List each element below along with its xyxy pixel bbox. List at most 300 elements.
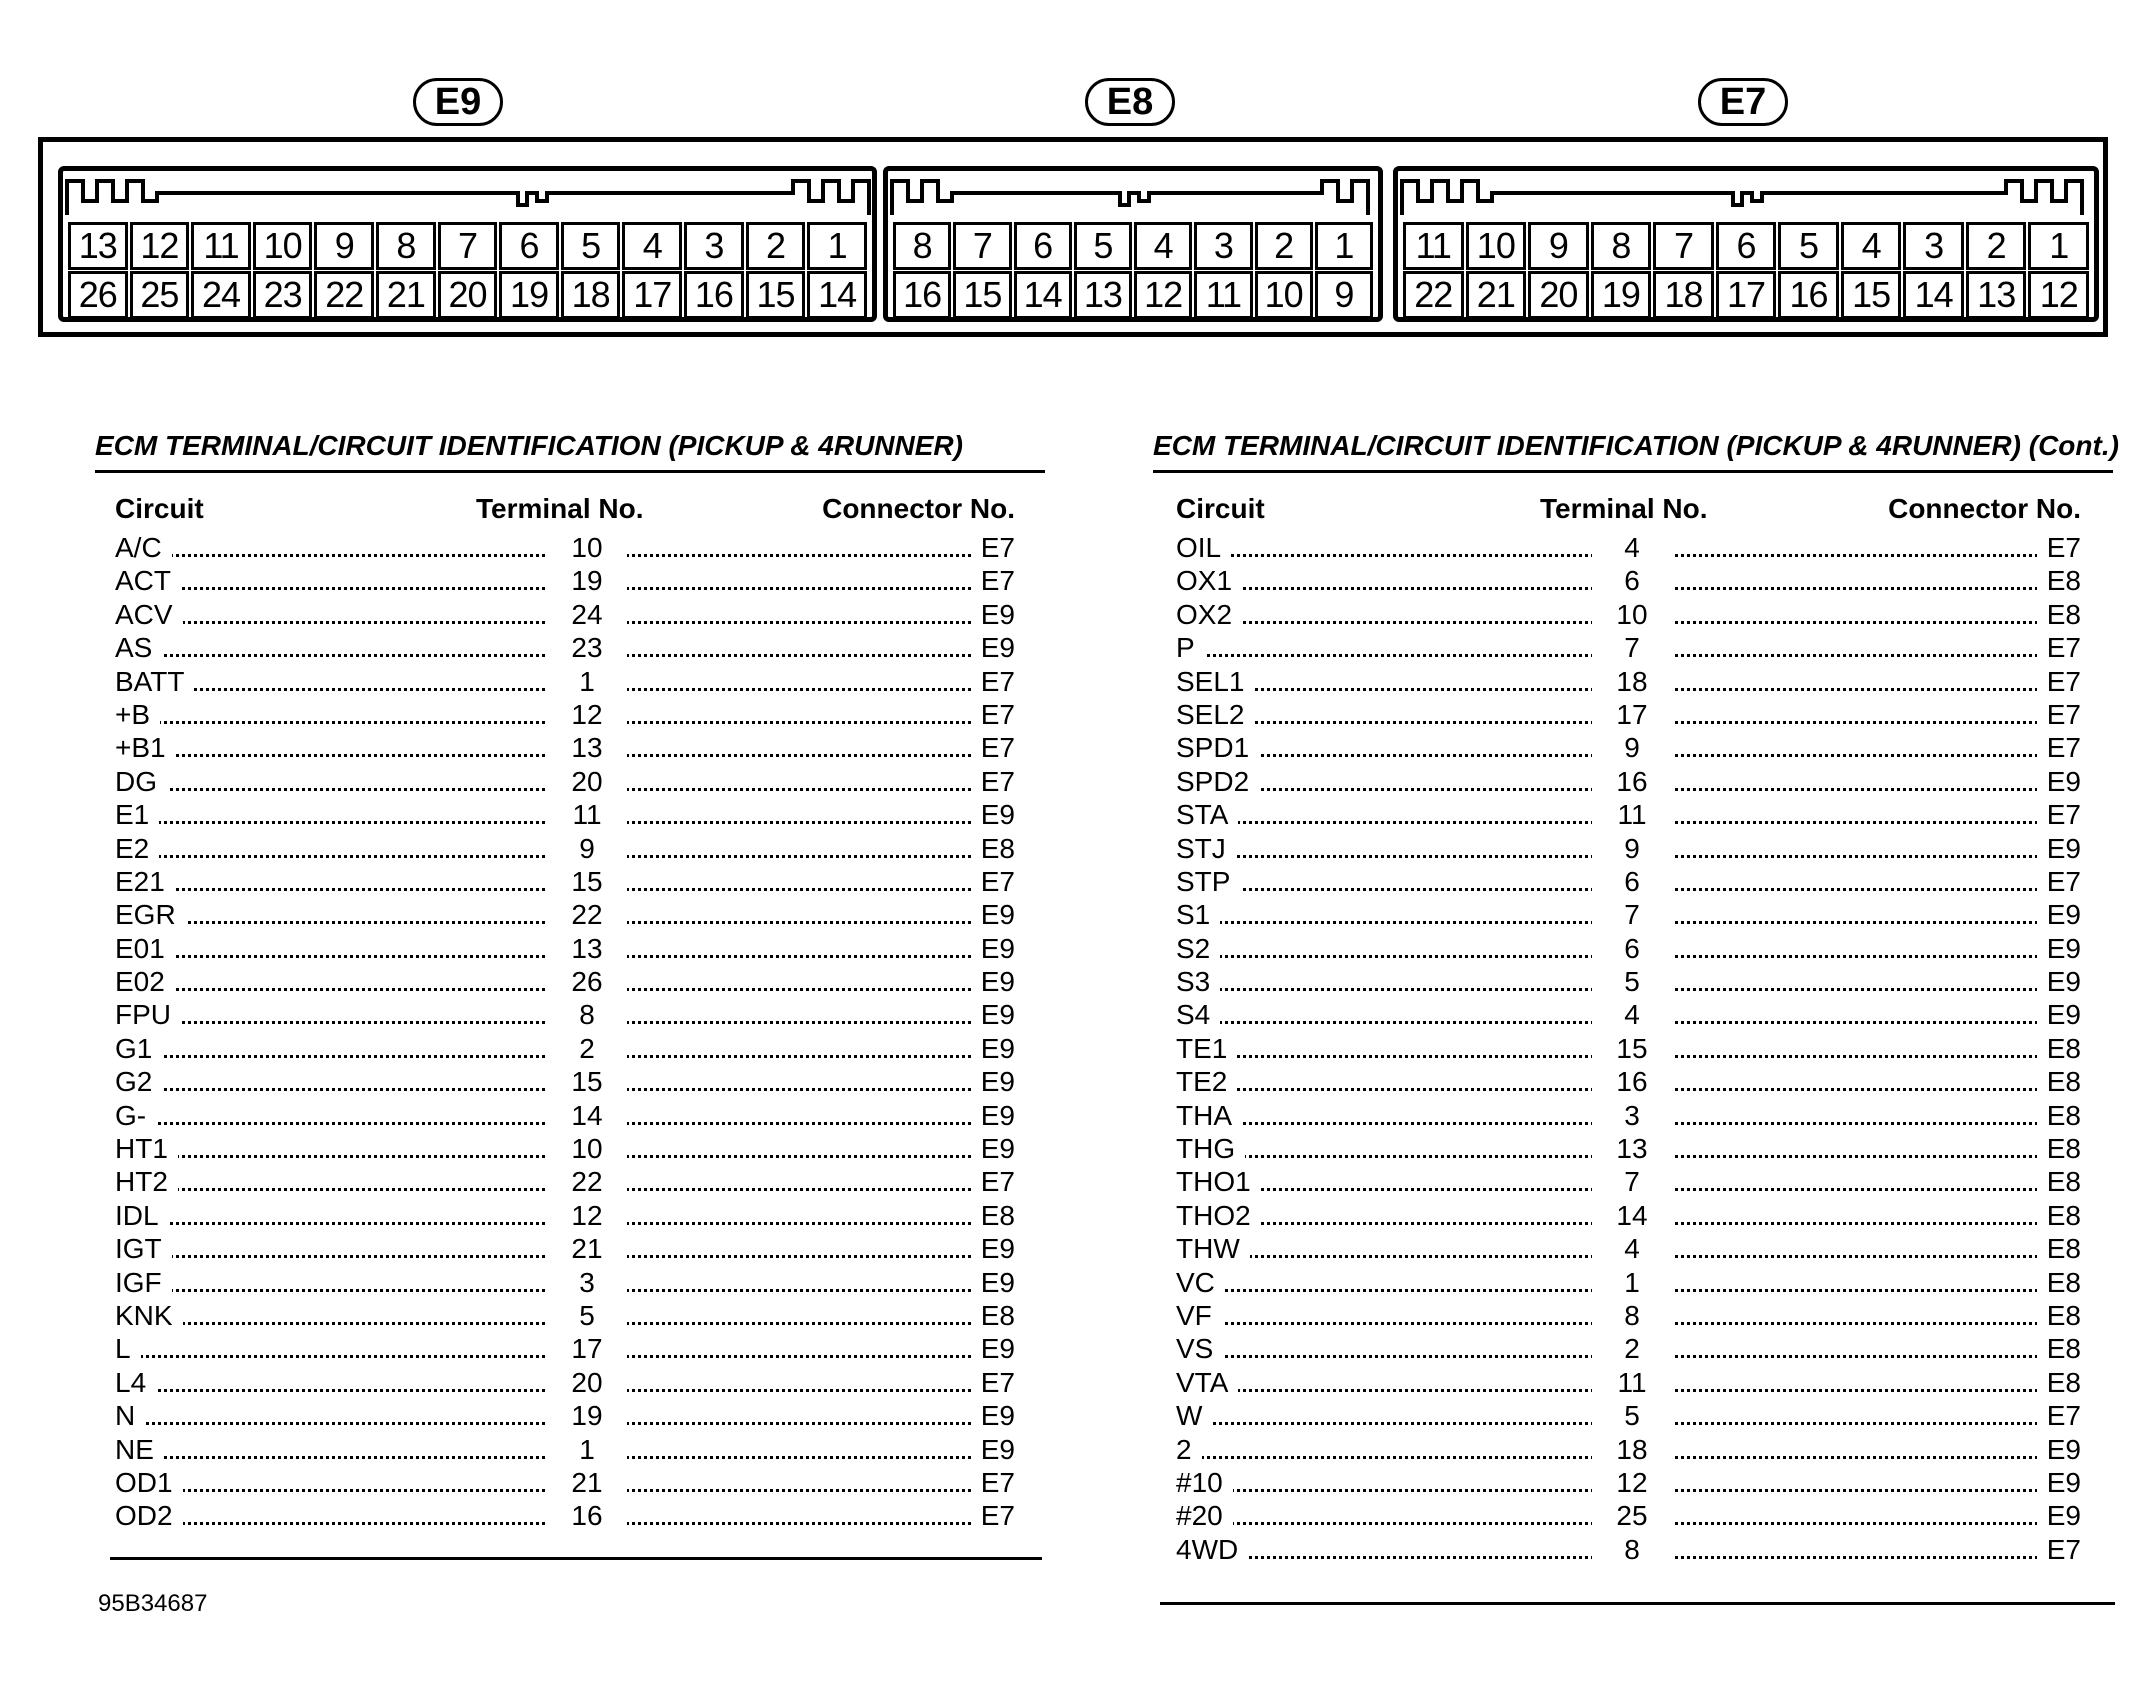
table-row (115, 865, 1015, 898)
circuit-name: THA (1176, 1099, 1242, 1132)
terminal-number: 10 (547, 531, 627, 564)
connector-e7 (1393, 166, 2099, 322)
circuit-name: E01 (115, 932, 175, 965)
table-row (115, 1132, 1015, 1165)
circuit-name: +B (115, 698, 160, 731)
terminal-number: 15 (1592, 1032, 1672, 1065)
circuit-name: SEL2 (1176, 698, 1255, 731)
connector-e9-bottom-row (67, 271, 868, 319)
pin-e8-top-4: 4 (1134, 222, 1192, 270)
connector-number: E9 (971, 1399, 1015, 1432)
connector-number: E8 (2037, 1132, 2081, 1165)
pin-e9-bottom-8: 18 (561, 271, 621, 319)
connector-number: E9 (971, 932, 1015, 965)
table-row (115, 832, 1015, 865)
pin-e7-top-7: 4 (1841, 222, 1902, 270)
circuit-name: S4 (1176, 998, 1220, 1031)
table-row (115, 998, 1015, 1031)
circuit-name: KNK (115, 1299, 183, 1332)
circuit-name: VF (1176, 1299, 1222, 1332)
right-table-header (1176, 493, 2081, 527)
circuit-name: E2 (115, 832, 159, 865)
connector-number: E8 (2037, 1165, 2081, 1198)
table-row (1176, 1032, 2081, 1065)
pin-e9-top-8: 5 (561, 222, 621, 270)
connector-header: Connector No. (1888, 493, 2081, 524)
table-row (1176, 531, 2081, 564)
pin-e9-bottom-2: 24 (191, 271, 251, 319)
terminal-number: 5 (1592, 965, 1672, 998)
table-row (1176, 598, 2081, 631)
connector-number: E8 (971, 1199, 1015, 1232)
circuit-name: E21 (115, 865, 175, 898)
connector-number: E7 (2037, 1533, 2081, 1566)
connector-number: E8 (2037, 1199, 2081, 1232)
circuit-name: STA (1176, 798, 1238, 831)
connector-e9-top-row (67, 222, 868, 270)
connector-number: E8 (2037, 564, 2081, 597)
circuit-name: G- (115, 1099, 156, 1132)
table-row (115, 1165, 1015, 1198)
table-row (115, 731, 1015, 764)
connector-e7-top-row (1402, 222, 2090, 270)
circuit-name: L4 (115, 1366, 156, 1399)
terminal-number: 21 (547, 1232, 627, 1265)
connector-number: E8 (2037, 1299, 2081, 1332)
pin-e7-top-2: 9 (1528, 222, 1589, 270)
pin-e9-bottom-0: 26 (68, 271, 128, 319)
pin-e7-bottom-1: 21 (1466, 271, 1527, 319)
table-row (115, 965, 1015, 998)
connector-number: E7 (2037, 798, 2081, 831)
pin-e8-top-7: 1 (1315, 222, 1373, 270)
pin-e7-bottom-8: 14 (1903, 271, 1964, 319)
circuit-name: 4WD (1176, 1533, 1248, 1566)
circuit-name: VC (1176, 1266, 1225, 1299)
connector-number: E7 (971, 1366, 1015, 1399)
connector-e8 (883, 166, 1383, 322)
terminal-number: 15 (547, 865, 627, 898)
table-row (115, 598, 1015, 631)
terminal-number: 14 (547, 1099, 627, 1132)
connector-number: E8 (971, 832, 1015, 865)
circuit-name: OD1 (115, 1466, 183, 1499)
pin-e9-bottom-6: 20 (438, 271, 498, 319)
terminal-number: 15 (547, 1065, 627, 1098)
connector-number: E7 (2037, 865, 2081, 898)
terminal-number: 23 (547, 631, 627, 664)
connector-number: E9 (2037, 765, 2081, 798)
terminal-number: 17 (547, 1332, 627, 1365)
connector-number: E7 (971, 531, 1015, 564)
pin-e7-top-4: 7 (1653, 222, 1714, 270)
circuit-name: +B1 (115, 731, 176, 764)
table-row (1176, 731, 2081, 764)
pin-e9-top-6: 7 (438, 222, 498, 270)
connector-number: E9 (971, 898, 1015, 931)
terminal-number: 5 (1592, 1399, 1672, 1432)
table-row (1176, 998, 2081, 1031)
left-identification-table (95, 430, 1045, 1533)
pin-e9-bottom-11: 15 (746, 271, 806, 319)
connector-label-e7: E7 (1698, 78, 1788, 126)
left-table-header (115, 493, 1015, 527)
terminal-header: Terminal No. (1540, 493, 1708, 524)
left-table-title-rule (95, 470, 1045, 473)
connector-e9-keying-outline (63, 171, 882, 223)
connector-number: E7 (2037, 665, 2081, 698)
connector-number: E8 (2037, 1366, 2081, 1399)
pin-e7-top-0: 11 (1403, 222, 1464, 270)
terminal-number: 16 (547, 1499, 627, 1532)
terminal-number: 8 (1592, 1533, 1672, 1566)
connector-number: E7 (971, 665, 1015, 698)
circuit-name: OIL (1176, 531, 1231, 564)
circuit-name: W (1176, 1399, 1212, 1432)
pin-e9-bottom-12: 14 (807, 271, 867, 319)
terminal-number: 16 (1592, 1065, 1672, 1098)
pin-e8-top-6: 2 (1255, 222, 1313, 270)
circuit-name: TE2 (1176, 1065, 1237, 1098)
pin-e8-top-1: 7 (953, 222, 1011, 270)
connector-number: E9 (2037, 965, 2081, 998)
circuit-name: IGF (115, 1266, 172, 1299)
pin-e9-top-11: 2 (746, 222, 806, 270)
connector-number: E9 (971, 1065, 1015, 1098)
pin-e9-top-3: 10 (253, 222, 313, 270)
connector-number: E9 (971, 998, 1015, 1031)
right-table-title-rule (1153, 470, 2113, 473)
circuit-name: THO1 (1176, 1165, 1261, 1198)
pin-e9-bottom-9: 17 (622, 271, 682, 319)
circuit-name: THG (1176, 1132, 1245, 1165)
pin-e7-bottom-7: 15 (1841, 271, 1902, 319)
terminal-number: 26 (547, 965, 627, 998)
connector-number: E9 (971, 798, 1015, 831)
table-row (115, 1266, 1015, 1299)
pin-e8-top-0: 8 (893, 222, 951, 270)
table-row (115, 564, 1015, 597)
connector-number: E8 (2037, 598, 2081, 631)
connector-number: E9 (971, 1032, 1015, 1065)
circuit-name: ACV (115, 598, 183, 631)
pin-e8-top-2: 6 (1014, 222, 1072, 270)
connector-number: E7 (971, 1466, 1015, 1499)
terminal-number: 19 (547, 564, 627, 597)
circuit-name: #10 (1176, 1466, 1233, 1499)
table-row (1176, 1366, 2081, 1399)
connector-number: E9 (971, 965, 1015, 998)
terminal-number: 4 (1592, 1232, 1672, 1265)
terminal-number: 18 (1592, 665, 1672, 698)
terminal-number: 12 (547, 1199, 627, 1232)
circuit-name: IGT (115, 1232, 172, 1265)
circuit-name: 2 (1176, 1433, 1202, 1466)
pin-e7-bottom-4: 18 (1653, 271, 1714, 319)
terminal-number: 6 (1592, 865, 1672, 898)
terminal-number: 3 (1592, 1099, 1672, 1132)
connector-label-e8: E8 (1085, 78, 1175, 126)
connector-number: E9 (2037, 1499, 2081, 1532)
circuit-name: THW (1176, 1232, 1250, 1265)
ecm-connector-housing (38, 137, 2108, 337)
connector-number: E9 (971, 1232, 1015, 1265)
terminal-number: 11 (1592, 1366, 1672, 1399)
connector-number: E8 (2037, 1099, 2081, 1132)
circuit-name: L (115, 1332, 141, 1365)
terminal-number: 11 (547, 798, 627, 831)
pin-e9-bottom-10: 16 (684, 271, 744, 319)
terminal-number: 7 (1592, 1165, 1672, 1198)
pin-e7-bottom-10: 12 (2028, 271, 2089, 319)
table-row (1176, 798, 2081, 831)
table-row (1176, 965, 2081, 998)
connector-number: E8 (2037, 1266, 2081, 1299)
connector-number: E9 (971, 1132, 1015, 1165)
table-row (115, 631, 1015, 664)
connector-e8-keying-outline (888, 171, 1388, 223)
circuit-header: Circuit (1176, 493, 1265, 524)
circuit-name: OD2 (115, 1499, 183, 1532)
terminal-number: 6 (1592, 564, 1672, 597)
connector-number: E7 (2037, 1399, 2081, 1432)
pin-e9-bottom-1: 25 (130, 271, 190, 319)
pin-e7-bottom-2: 20 (1528, 271, 1589, 319)
circuit-name: HT2 (115, 1165, 178, 1198)
terminal-number: 22 (547, 898, 627, 931)
pin-e8-bottom-1: 15 (953, 271, 1011, 319)
connector-number: E9 (2037, 898, 2081, 931)
pin-e9-top-12: 1 (807, 222, 867, 270)
table-row (115, 665, 1015, 698)
table-row (1176, 1099, 2081, 1132)
terminal-number: 18 (1592, 1433, 1672, 1466)
terminal-number: 21 (547, 1466, 627, 1499)
circuit-name: BATT (115, 665, 194, 698)
circuit-name: S2 (1176, 932, 1220, 965)
table-row (1176, 1399, 2081, 1432)
table-row (115, 531, 1015, 564)
connector-number: E7 (971, 698, 1015, 731)
table-row (1176, 765, 2081, 798)
pin-e9-top-9: 4 (622, 222, 682, 270)
connector-number: E9 (971, 631, 1015, 664)
terminal-number: 24 (547, 598, 627, 631)
terminal-number: 2 (547, 1032, 627, 1065)
table-row (115, 1499, 1015, 1532)
pin-e8-bottom-3: 13 (1074, 271, 1132, 319)
connector-number: E7 (971, 564, 1015, 597)
connector-e8-top-row (892, 222, 1374, 270)
circuit-name: AS (115, 631, 162, 664)
terminal-number: 16 (1592, 765, 1672, 798)
connector-number: E8 (2037, 1232, 2081, 1265)
terminal-number: 9 (1592, 832, 1672, 865)
right-identification-table (1153, 430, 2119, 1566)
circuit-name: SEL1 (1176, 665, 1255, 698)
terminal-number: 13 (547, 731, 627, 764)
circuit-name: OX1 (1176, 564, 1242, 597)
table-row (1176, 1065, 2081, 1098)
table-row (115, 1433, 1015, 1466)
table-row (115, 932, 1015, 965)
circuit-name: S3 (1176, 965, 1220, 998)
circuit-name: E02 (115, 965, 175, 998)
pin-e8-bottom-4: 12 (1134, 271, 1192, 319)
terminal-number: 13 (1592, 1132, 1672, 1165)
table-row (1176, 1132, 2081, 1165)
circuit-name: VTA (1176, 1366, 1238, 1399)
terminal-number: 5 (547, 1299, 627, 1332)
pin-e7-top-8: 3 (1903, 222, 1964, 270)
circuit-name: VS (1176, 1332, 1223, 1365)
right-table-title: ECM TERMINAL/CIRCUIT IDENTIFICATION (PICKUP & 4RUNNER) (Cont.) (1153, 430, 2119, 461)
table-row (1176, 1165, 2081, 1198)
connector-header: Connector No. (822, 493, 1015, 524)
table-row (115, 1366, 1015, 1399)
pin-e7-top-3: 8 (1591, 222, 1652, 270)
terminal-number: 13 (547, 932, 627, 965)
circuit-name: S1 (1176, 898, 1220, 931)
terminal-number: 14 (1592, 1199, 1672, 1232)
table-row (1176, 631, 2081, 664)
connector-number: E9 (2037, 932, 2081, 965)
table-row (115, 698, 1015, 731)
table-row (1176, 698, 2081, 731)
terminal-number: 8 (1592, 1299, 1672, 1332)
terminal-number: 6 (1592, 932, 1672, 965)
circuit-header: Circuit (115, 493, 204, 524)
circuit-name: THO2 (1176, 1199, 1261, 1232)
table-row (115, 1032, 1015, 1065)
table-row (1176, 898, 2081, 931)
pin-e7-bottom-3: 19 (1591, 271, 1652, 319)
table-row (1176, 1466, 2081, 1499)
terminal-number: 17 (1592, 698, 1672, 731)
connector-number: E8 (971, 1299, 1015, 1332)
terminal-number: 19 (547, 1399, 627, 1432)
connector-number: E7 (971, 1499, 1015, 1532)
connector-e7-bottom-row (1402, 271, 2090, 319)
connector-number: E9 (2037, 1433, 2081, 1466)
circuit-name: OX2 (1176, 598, 1242, 631)
connector-number: E9 (2037, 832, 2081, 865)
connector-number: E9 (971, 1332, 1015, 1365)
circuit-name: FPU (115, 998, 181, 1031)
circuit-name: IDL (115, 1199, 169, 1232)
circuit-name: DG (115, 765, 167, 798)
terminal-number: 10 (1592, 598, 1672, 631)
circuit-name: STJ (1176, 832, 1236, 865)
connector-number: E9 (971, 1099, 1015, 1132)
circuit-name: NE (115, 1433, 164, 1466)
pin-e7-top-6: 5 (1778, 222, 1839, 270)
circuit-name: P (1176, 631, 1205, 664)
table-row (115, 1199, 1015, 1232)
connector-number: E7 (2037, 698, 2081, 731)
table-row (115, 765, 1015, 798)
connector-number: E7 (2037, 531, 2081, 564)
connector-number: E9 (2037, 1466, 2081, 1499)
terminal-header: Terminal No. (476, 493, 644, 524)
terminal-number: 10 (547, 1132, 627, 1165)
table-row (115, 898, 1015, 931)
table-row (1176, 865, 2081, 898)
pin-e9-top-7: 6 (499, 222, 559, 270)
connector-number: E7 (971, 865, 1015, 898)
circuit-name: G1 (115, 1032, 162, 1065)
terminal-number: 20 (547, 765, 627, 798)
right-table-end-rule (1160, 1602, 2115, 1605)
connector-e8-bottom-row (892, 271, 1374, 319)
pin-e9-top-10: 3 (684, 222, 744, 270)
terminal-number: 22 (547, 1165, 627, 1198)
pin-e7-top-1: 10 (1466, 222, 1527, 270)
terminal-number: 9 (547, 832, 627, 865)
connector-number: E9 (971, 598, 1015, 631)
pin-e9-bottom-4: 22 (314, 271, 374, 319)
circuit-name: EGR (115, 898, 186, 931)
table-row (115, 1332, 1015, 1365)
table-row (115, 1299, 1015, 1332)
terminal-number: 3 (547, 1266, 627, 1299)
circuit-name: G2 (115, 1065, 162, 1098)
table-row (1176, 1232, 2081, 1265)
circuit-name: STP (1176, 865, 1240, 898)
terminal-number: 4 (1592, 531, 1672, 564)
table-row (115, 798, 1015, 831)
connector-number: E8 (2037, 1065, 2081, 1098)
terminal-number: 7 (1592, 631, 1672, 664)
table-row (1176, 1433, 2081, 1466)
connector-number: E7 (971, 1165, 1015, 1198)
pin-e8-top-5: 3 (1194, 222, 1252, 270)
terminal-number: 4 (1592, 998, 1672, 1031)
terminal-number: 1 (547, 665, 627, 698)
pin-e7-bottom-0: 22 (1403, 271, 1464, 319)
pin-e9-bottom-5: 21 (376, 271, 436, 319)
table-row (1176, 1499, 2081, 1532)
connector-e9 (58, 166, 877, 322)
table-row (1176, 1332, 2081, 1365)
table-row (115, 1099, 1015, 1132)
terminal-number: 7 (1592, 898, 1672, 931)
terminal-number: 1 (1592, 1266, 1672, 1299)
pin-e7-bottom-9: 13 (1966, 271, 2027, 319)
connector-number: E8 (2037, 1332, 2081, 1365)
terminal-number: 9 (1592, 731, 1672, 764)
table-row (1176, 932, 2081, 965)
table-row (1176, 1266, 2081, 1299)
table-row (1176, 665, 2081, 698)
pin-e8-top-3: 5 (1074, 222, 1132, 270)
table-row (1176, 1199, 2081, 1232)
circuit-name: #20 (1176, 1499, 1233, 1532)
right-table-rows (1176, 531, 2081, 1566)
circuit-name: HT1 (115, 1132, 178, 1165)
connector-number: E9 (2037, 998, 2081, 1031)
connector-number: E7 (2037, 631, 2081, 664)
pin-e8-bottom-2: 14 (1014, 271, 1072, 319)
table-row (1176, 564, 2081, 597)
pin-e7-bottom-6: 16 (1778, 271, 1839, 319)
circuit-name: SPD1 (1176, 731, 1259, 764)
pin-e9-top-1: 12 (130, 222, 190, 270)
terminal-number: 11 (1592, 798, 1672, 831)
pin-e9-top-0: 13 (68, 222, 128, 270)
circuit-name: SPD2 (1176, 765, 1259, 798)
pin-e7-bottom-5: 17 (1716, 271, 1777, 319)
